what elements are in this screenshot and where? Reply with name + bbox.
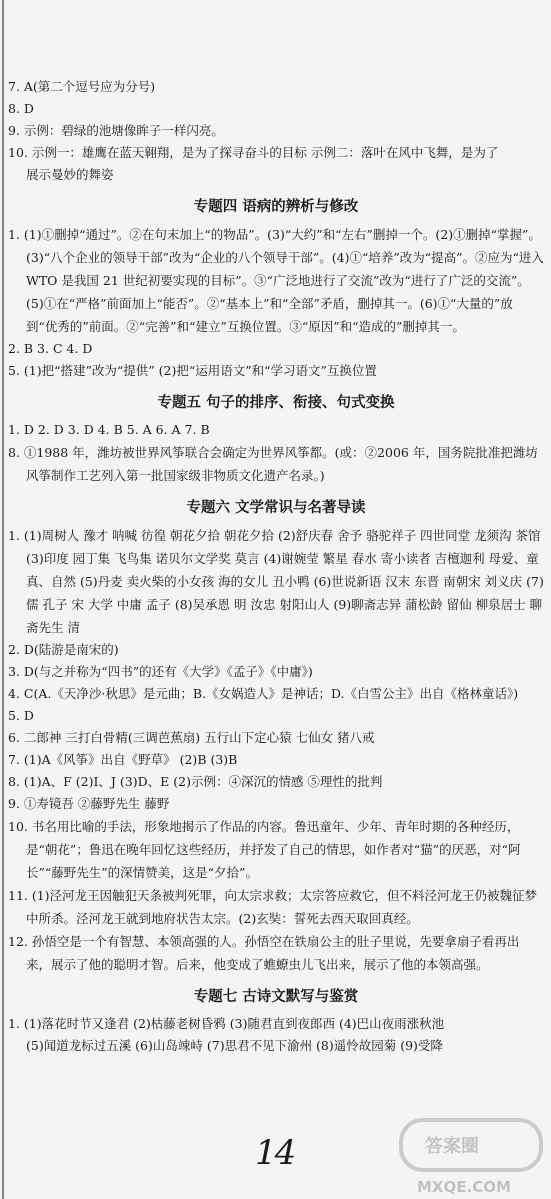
- s6-answer-5: 5. D: [8, 708, 34, 723]
- s6-answer-10: 10. 书名用比喻的手法，形象地揭示了作品的内容。鲁迅童年、少年、青年时期的各种经历，是“朝花”；鲁迅在晚年回忆这些经历，并抒发了自己的情思，如作者对“猫”的厌恶，对“阿长”“藤野先生”的深情赞美，这是“夕拾”。: [8, 819, 521, 880]
- s6-answer-8: 8. (1)A、F (2)I、J (3)D、E (2)示例：④深沉的情感 ⑤理性的批判: [8, 774, 383, 789]
- margin-rule: [2, 0, 4, 1199]
- answer-9: 9. 示例：碧绿的池塘像眸子一样闪亮。: [8, 123, 224, 138]
- s6-answer-7: 7. (1)A《风筝》出自《野草》 (2)B (3)B: [8, 752, 238, 767]
- s7-answer-1: 1. (1)落花时节又逢君 (2)枯藤老树昏鸦 (3)随君直到夜郎西 (4)巴山夜雨涨秋池: [8, 1016, 445, 1031]
- answer-7: 7. A(第二个逗号应为分号): [8, 79, 156, 94]
- answer-10-cont: 展示曼妙的舞姿: [26, 167, 114, 182]
- s4-answer-5: 5. (1)把“搭建”改为“提供” (2)把“运用语文”和“学习语文”互换位置: [8, 363, 377, 378]
- watermark-text: 答案圈: [425, 1136, 479, 1157]
- s6-answer-2: 2. D(陆游是南宋的): [8, 642, 119, 657]
- s6-answer-6: 6. 二郎神 三打白骨精(三调芭蕉扇) 五行山下定心猿 七仙女 猪八戒: [8, 730, 375, 745]
- s6-answer-9: 9. ①寿镜吾 ②藤野先生 藤野: [8, 796, 170, 811]
- answer-8: 8. D: [8, 101, 34, 116]
- watermark-logo: [395, 1110, 551, 1199]
- section-5-title: 专题五 句子的排序、衔接、句式变换: [157, 395, 395, 411]
- s5-answer-8: 8. ①1988 年，潍坊被世界风筝联合会确定为世界风筝都。(或：②2006 年，国务院批准把潍坊风筝制作工艺列入第一批国家级非物质文化遗产名录。): [8, 445, 538, 483]
- s6-answer-11: 11. (1)泾河龙王因触犯天条被判死罪，向太宗求救；太宗答应救它，但不料泾河龙王仍被魏征梦中所杀。泾河龙王就到地府状告太宗。(2)玄奘：誓死去西天取回真经。: [8, 888, 538, 926]
- s4-answer-1: 1. (1)①删掉“通过”。②在句末加上“的物品”。(3)“大约”和“左右”删掉一个。(2)①删掉“掌握”。(3)“八个企业的领导干部”改为“企业的八个领导干部”。(4)①“培养”改为“提高”。②应为“进入 WTO 是我国 21 世纪初要实现的目标”。③“广泛地进行了交流”改为“进行了广泛的交流”。(5)①在“严格”前面加上“能否”。②“基本上”和“全部”矛盾，删掉其一。(6)①“大量的”放到“优秀的”前面。②“完善”和“建立”互换位置。③“原因”和“造成的”删掉其一。: [8, 227, 544, 334]
- watermark-url: MXQE.COM: [417, 1178, 511, 1196]
- answer-10: 10. 示例一：雄鹰在蓝天翱翔，是为了探寻奋斗的目标 示例二：落叶在风中飞舞，是为了: [8, 145, 499, 160]
- s7-answer-1-cont: (5)闻道龙标过五溪 (6)山岛竦峙 (7)思君不见下渝州 (8)遥怜故园菊 (9)受降: [26, 1038, 443, 1053]
- section-4-title: 专题四 语病的辨析与修改: [193, 199, 359, 215]
- s4-answer-2-4: 2. B 3. C 4. D: [8, 341, 93, 356]
- section-7-title: 专题七 古诗文默写与鉴赏: [193, 989, 359, 1005]
- s6-answer-3: 3. D(与之并称为“四书”的还有《大学》《孟子》《中庸》): [8, 664, 313, 679]
- page-number: 14: [255, 1133, 295, 1173]
- page-content: [8, 76, 544, 1057]
- s6-answer-1: 1. (1)周树人 豫才 呐喊 彷徨 朝花夕拾 朝花夕拾 (2)舒庆春 舍予 骆驼祥子 四世同堂 龙须沟 茶馆 (3)印度 园丁集 飞鸟集 诺贝尔文学奖 莫言 (4)谢婉莹 繁星 春水 寄小读者 吉檀迦利 母爱、童真、自然 (5)丹麦 卖火柴的小女孩 海的女儿 丑小鸭 (6)世说新语 汉末 东晋 南朝宋 刘义庆 (7)儒 孔子 宋 大学 中庸 孟子 (8)吴承恩 明 汝忠 射阳山人 (9)聊斋志异 蒲松龄 留仙 柳泉居士 聊斋先生 清: [8, 528, 544, 635]
- s6-answer-12: 12. 孙悟空是一个有智慧、本领高强的人。孙悟空在铁扇公主的肚子里说，先要拿扇子看再出来，展示了他的聪明才智。后来，他变成了蟭蟟虫儿飞出来，展示了他的本领高强。: [8, 934, 520, 972]
- section-6-title: 专题六 文学常识与名著导读: [186, 500, 366, 516]
- s6-answer-4: 4. C(A.《天净沙·秋思》是元曲；B.《女娲造人》是神话；D.《白雪公主》出自《格林童话》): [8, 686, 519, 701]
- s5-answer-1-7: 1. D 2. D 3. D 4. B 5. A 6. A 7. B: [8, 422, 210, 437]
